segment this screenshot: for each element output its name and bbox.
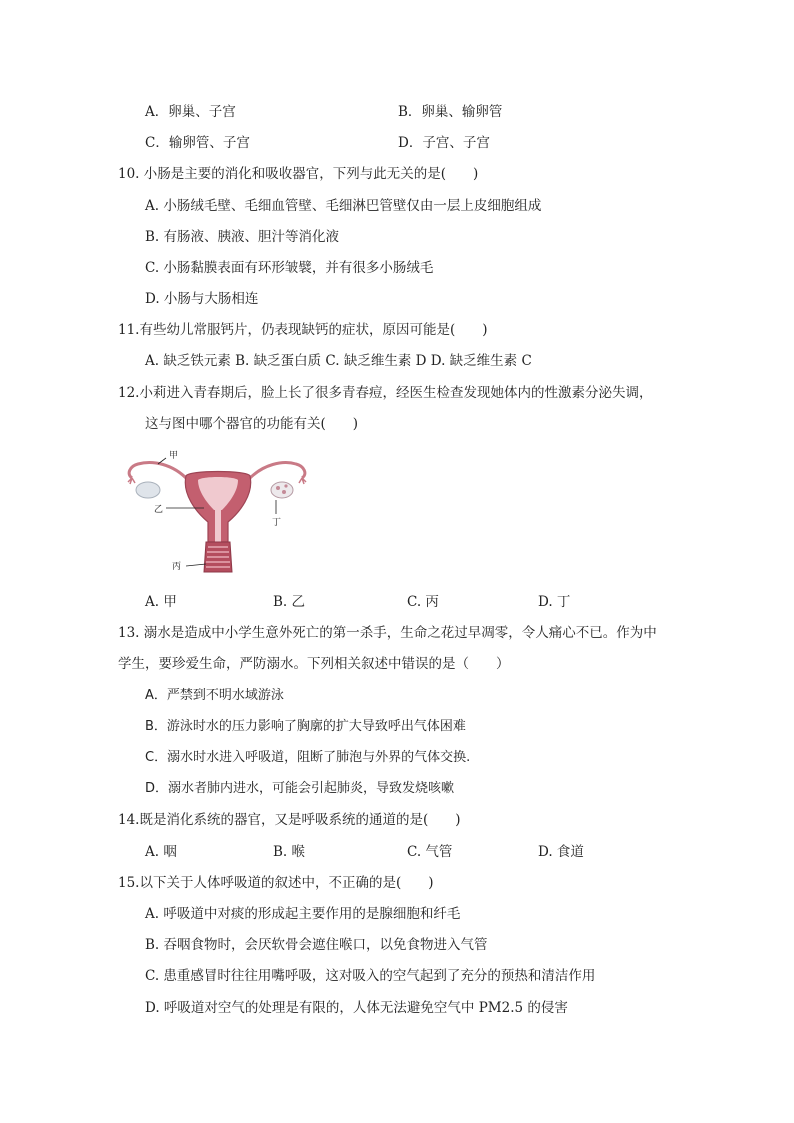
right-ovary [271, 482, 293, 498]
q11-options: A. 缺乏铁元素 B. 缺乏蛋白质 C. 缺乏维生素 D D. 缺乏维生素 C [145, 353, 532, 369]
label-ding: 丁 [272, 518, 282, 528]
q15-stem: 15.以下关于人体呼吸道的叙述中，不正确的是( ) [118, 875, 434, 891]
q10-stem: 10. 小肠是主要的消化和吸收器官，下列与此无关的是( ) [118, 166, 479, 182]
label-jia: 甲 [169, 451, 179, 461]
q12-stem-line2: 这与图中哪个器官的功能有关( ) [145, 416, 359, 432]
q14-option-d: D. 食道 [538, 844, 584, 860]
q14-option-a: A. 咽 [145, 844, 177, 860]
q12-option-b: B. 乙 [273, 594, 306, 610]
q10-option-c: C. 小肠黏膜表面有环形皱襞，并有很多小肠绒毛 [145, 260, 434, 276]
q15-option-c: C. 患重感冒时往往用嘴呼吸，这对吸入的空气起到了充分的预热和清洁作用 [145, 968, 596, 984]
uterus-diagram [118, 446, 318, 576]
q12-stem-line1: 12.小莉进入青春期后，脸上长了很多青春痘，经医生检查发现她体内的性激素分泌失调， [118, 385, 653, 401]
q13-stem-line2: 学生，要珍爱生命，严防溺水。下列相关叙述中错误的是（ ） [118, 656, 510, 672]
q15-option-d: D. 呼吸道对空气的处理是有限的，人体无法避免空气中 PM2.5 的侵害 [145, 1000, 568, 1016]
q12-option-a: A. 甲 [145, 594, 177, 610]
left-ovary [136, 482, 160, 498]
q13-option-a: A．严禁到不明水域游泳 [145, 688, 284, 703]
q15-option-a: A. 呼吸道中对痰的形成起主要作用的是腺细胞和纤毛 [145, 906, 461, 922]
q12-option-d: D. 丁 [538, 594, 571, 610]
q13-option-b: B．游泳时水的压力影响了胸廓的扩大导致呼出气体困难 [145, 719, 466, 734]
q10-option-d: D. 小肠与大肠相连 [145, 291, 259, 307]
q14-option-c: C. 气管 [407, 844, 453, 860]
q10-option-b: B. 有肠液、胰液、胆汁等消化液 [145, 229, 340, 245]
q13-stem-line1: 13. 溺水是造成中小学生意外死亡的第一杀手，生命之花过早凋零，令人痛心不已。作为中 [118, 625, 657, 641]
female-reproductive-system-figure [118, 446, 318, 576]
q12-option-c: C. 丙 [407, 594, 439, 610]
q14-stem: 14.既是消化系统的器官，又是呼吸系统的通道的是( ) [118, 812, 461, 828]
q10-option-a: A. 小肠绒毛壁、毛细血管壁、毛细淋巴管壁仅由一层上皮细胞组成 [145, 198, 542, 214]
label-bing: 丙 [172, 562, 182, 572]
q9-option-c: C．输卵管、子宫 [145, 135, 250, 151]
q9-option-a: A．卵巢、子宫 [145, 104, 236, 120]
label-yi: 乙 [154, 505, 164, 515]
q9-option-b: B．卵巢、输卵管 [398, 104, 503, 120]
q14-option-b: B. 喉 [273, 844, 306, 860]
q13-option-d: D．溺水者肺内进水，可能会引起肺炎，导致发烧咳嗽 [145, 781, 455, 796]
q11-stem: 11.有些幼儿常服钙片，仍表现缺钙的症状，原因可能是( ) [118, 322, 488, 338]
q13-option-c: C．溺水时水进入呼吸道，阻断了肺泡与外界的气体交换. [145, 750, 471, 765]
q9-option-d: D．子宫、子宫 [398, 135, 490, 151]
q15-option-b: B. 吞咽食物时，会厌软骨会遮住喉口，以免食物进入气管 [145, 937, 488, 953]
